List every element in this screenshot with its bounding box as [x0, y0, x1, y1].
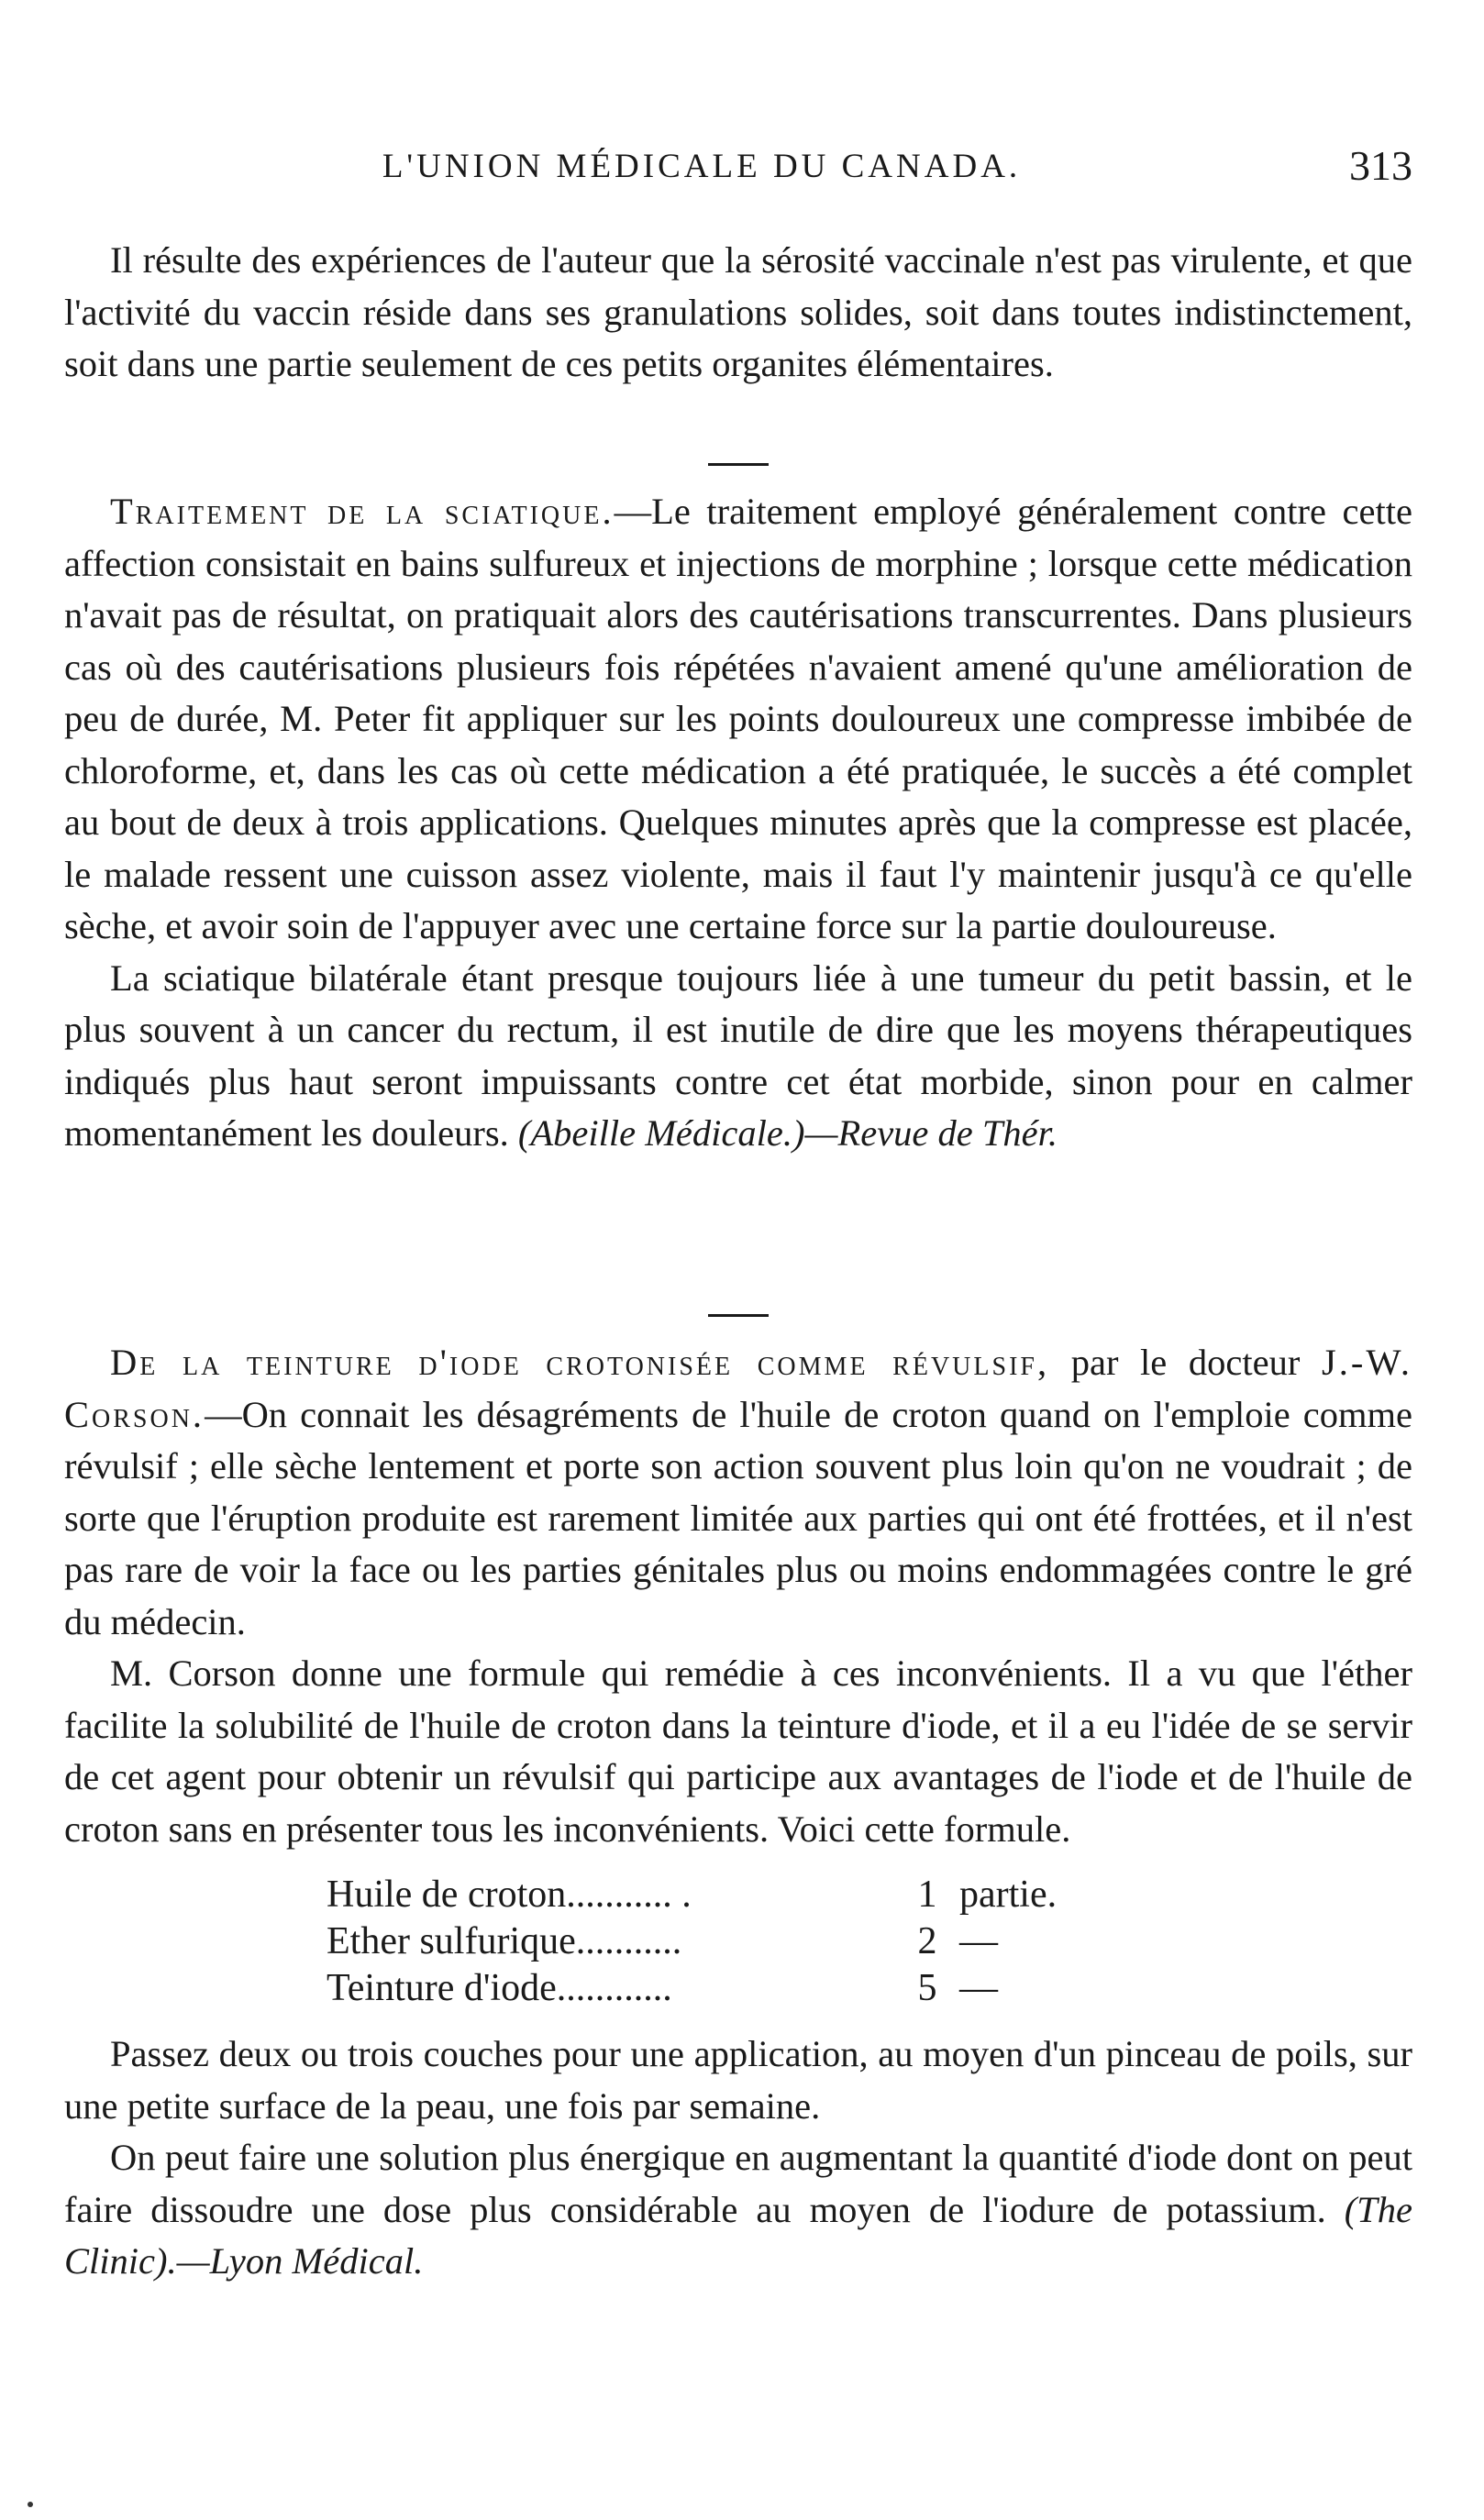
title-dash: —	[614, 491, 652, 532]
paragraph-sciatique-2	[64, 953, 1412, 1160]
ink-speck	[28, 2502, 33, 2507]
recipe-row	[327, 1872, 1412, 1918]
paragraph-vaccin: Il résulte des expériences de l'auteur que la sérosité vaccinale n'est pas virulente, et que l'activité du vaccin réside dans ses granulations solides, soit dans toutes indistinctement, soit dans une partie seulement de ces petits organites élémentaires.	[64, 239, 1412, 384]
divider-2	[64, 1314, 1412, 1317]
source-citation: (Abeille Médicale.)—Revue de Thér.	[517, 1112, 1058, 1154]
title-dash: —	[205, 1393, 242, 1435]
section-title: Traitement de la sciatique.	[110, 491, 615, 532]
article-vaccin-end	[64, 235, 1412, 391]
section-title: De la teinture d'iode crotonisée comme révulsif,	[110, 1342, 1050, 1383]
paragraph-iode-4	[64, 2132, 1412, 2288]
recipe-row	[327, 1965, 1412, 2012]
paragraph-body: On connait les désagréments de l'huile de croton quand on l'emploie comme révulsif ; elle sèche lentement et porte son action souvent plus loin qu'on ne voudrait ; de sorte que l'éruption produite est rarement limitée aux parties qui ont été frottées, et il n'est pas rare de voir la face ou les parties génitales plus ou moins endommagées contre le gré du médecin.	[64, 1393, 1412, 1642]
ingredient-qty: 1	[917, 1873, 937, 1916]
ingredient-qty: 2	[917, 1920, 937, 1962]
ingredient-name: Ether sulfurique...........	[327, 1920, 682, 1962]
paragraph-iode-3: Passez deux ou trois couches pour une application, au moyen d'un pinceau de poils, sur une petite surface de la peau, une fois par semaine.	[64, 2033, 1412, 2127]
author-name: J.-W. Corson.	[64, 1342, 1412, 1435]
paragraph-body: Le traitement employé généralement contre cette affection consistait en bains sulfureux et injections de morphine ; lorsque cette médication n'avait pas de résultat, on pratiquait alors des cautérisations transcurrentes. Dans plusieurs cas où des cautérisations plusieurs fois répétées n'avaient amené qu'une amélioration de peu de durée, M. Peter fit appliquer sur les points douloureux une compresse imbibée de chloroforme, et, dans les cas où cette médication a été pratiquée, le succès a été complet au bout de deux à trois applications. Quelques minutes après que la compresse est placée, le malade ressent une cuisson assez violente, mais il faut l'y maintenir jusqu'à ce qu'elle sèche, et avoir soin de l'appuyer avec une certaine force sur la partie douloureuse.	[64, 491, 1412, 946]
section-rule	[708, 1314, 769, 1317]
ingredient-unit: —	[959, 1920, 998, 1962]
recipe-row	[327, 1918, 1412, 1965]
ingredient-qty: 5	[917, 1967, 937, 2009]
paragraph-body: La sciatique bilatérale étant presque toujours liée à une tumeur du petit bassin, et le plus souvent à un cancer du rectum, il est inutile de dire que les moyens thérapeutiques indiqués plus haut seront impuissants contre cet état morbide, sinon pour en calmer momentanément les douleurs.	[64, 956, 1412, 1154]
ingredient-name: Teinture d'iode............	[327, 1967, 672, 2009]
paragraph-iode-1	[64, 1337, 1412, 1648]
paragraph-iode-2: M. Corson donne une formule qui remédie à ces inconvénients. Il a vu que l'éther facilite la solubilité de l'huile de croton dans la teinture d'iode, et il a eu l'idée de se servir de cet agent pour obtenir un révulsif qui participe aux avantages de l'iode et de l'huile de croton sans en présenter tous les inconvénients. Voici cette formule.	[64, 1652, 1412, 1850]
paragraph-body: On peut faire une solution plus énergique en augmentant la quantité d'iode dont on peut faire dissoudre une dose plus considérable au moyen de l'iodure de potassium.	[64, 2137, 1412, 2230]
article-iode	[64, 1337, 1412, 2288]
divider-1	[64, 463, 1412, 466]
recipe-table	[327, 1872, 1412, 2012]
paragraph-sciatique-1	[64, 486, 1412, 953]
page-header	[101, 142, 1412, 202]
page-number: 313	[1349, 142, 1412, 189]
running-head: L'UNION MÉDICALE DU CANADA.	[382, 148, 1022, 185]
ingredient-unit: partie.	[959, 1873, 1058, 1916]
ingredient-unit: —	[959, 1967, 998, 2009]
title-connector: par le docteur	[1049, 1342, 1322, 1383]
article-sciatique	[64, 486, 1412, 1160]
ingredient-name: Huile de croton........... .	[327, 1873, 692, 1916]
source-citation: (The Clinic).—Lyon Médical.	[64, 2188, 1412, 2282]
section-rule	[708, 463, 769, 466]
